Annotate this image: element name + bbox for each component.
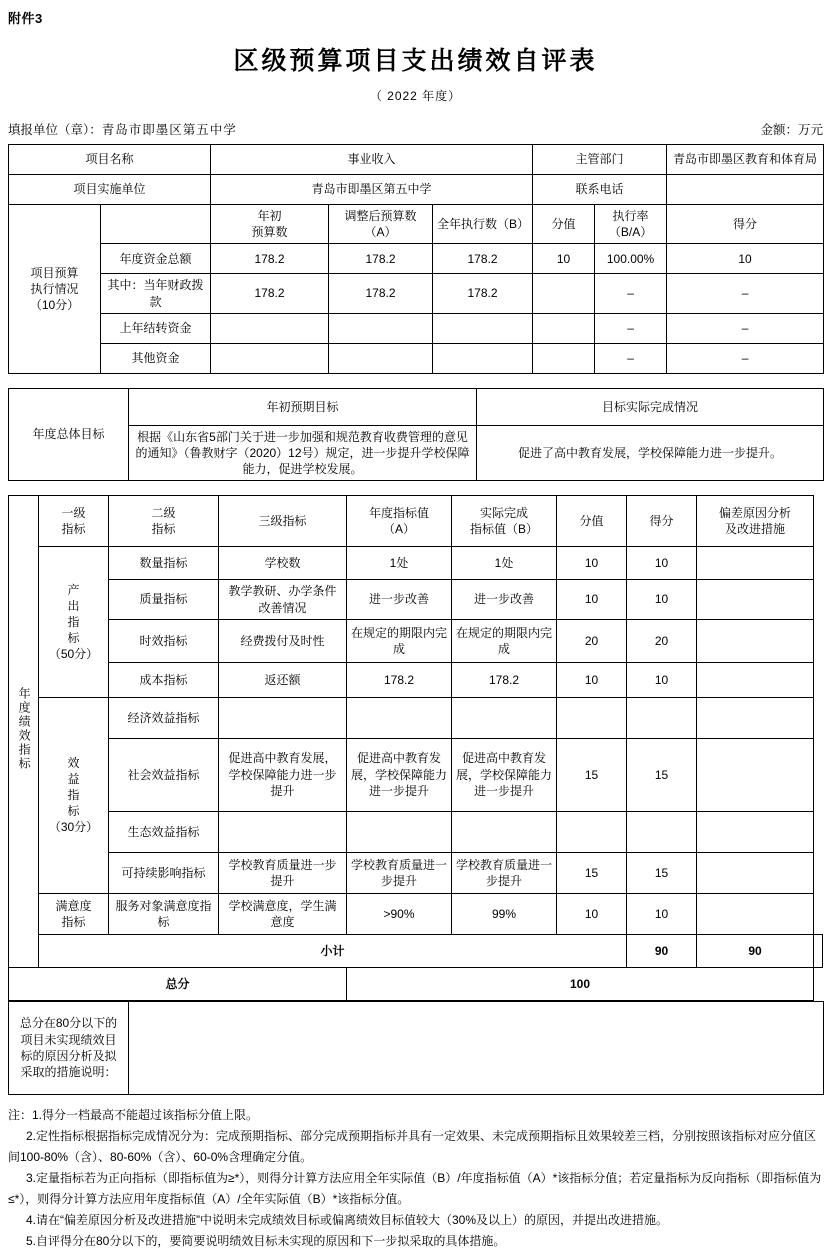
subtotal-value: 90 <box>627 934 697 967</box>
budget-row-value <box>533 274 595 313</box>
indicator-value: 10 <box>557 547 627 580</box>
budget-col-score: 得分 <box>667 205 824 244</box>
budget-row-label: 其中：当年财政拨款 <box>101 274 211 313</box>
indicator-value: 10 <box>557 662 627 697</box>
target-value: 在规定的期限内完成 <box>347 619 452 662</box>
level1-line: 指 <box>67 614 80 629</box>
note-line: 3.定量指标若为正向指标（即指标值为≥*），则得分计算方法应用全年实际值（B）/年度指标值（A）*该指标分值；若定量指标为反向指标（即指标值为≤*），则得分计算方法应用年度指标值（A）/全年实际值（B）*该指标分值。 <box>8 1170 822 1206</box>
budget-col-blank <box>101 205 211 244</box>
level2-label: 生态效益指标 <box>109 811 219 852</box>
level1-line: 指 <box>67 788 80 803</box>
table-row <box>9 205 824 244</box>
indicator-value: 15 <box>557 852 627 893</box>
subtotal-score: 90 <box>697 934 814 967</box>
deviation-note <box>697 697 814 738</box>
col-level2-line1: 二级 <box>151 506 176 521</box>
budget-col-begin <box>211 205 329 244</box>
page-subtitle: （ 2022 年度） <box>369 89 462 103</box>
level1-line: 标 <box>67 631 80 646</box>
level3-label: 返还额 <box>219 662 347 697</box>
total-label: 总分 <box>9 967 347 1000</box>
table-row <box>9 425 824 481</box>
level3-label: 学校数 <box>219 547 347 580</box>
budget-col-begin-line2: 预算数 <box>251 225 288 240</box>
indicator-score <box>627 811 697 852</box>
deviation-note <box>697 619 814 662</box>
col-value-header: 分值 <box>557 496 627 547</box>
deviation-note <box>697 662 814 697</box>
col-target-line1: 年度指标值 <box>368 506 429 521</box>
indicator-value <box>557 811 627 852</box>
budget-row-rate: 100.00% <box>595 244 667 274</box>
note-line: 2.定性指标根据指标完成情况分为：完成预期指标、部分完成预期指标并具有一定效果、未完成预期指标且效果较差三档，分别按照该指标对应分值区间100-80%（含）、80-60%（含）、60-0%含理确定分值。 <box>8 1128 817 1164</box>
budget-row-rate: – <box>595 274 667 313</box>
budget-col-begin-line1: 年初 <box>257 209 282 223</box>
budget-row-label: 年度资金总额 <box>101 244 211 274</box>
budget-row-begin <box>211 313 329 343</box>
actual-value <box>452 697 557 738</box>
indicator-value: 10 <box>557 580 627 619</box>
actual-value: 99% <box>452 893 557 934</box>
meta-row <box>8 120 823 138</box>
actual-value: 促进高中教育发展，学校保障能力进一步提升 <box>452 738 557 811</box>
budget-row-executed: 178.2 <box>433 244 533 274</box>
table-row <box>9 893 823 934</box>
explanation-content[interactable] <box>129 1001 824 1094</box>
indicator-table <box>8 495 823 1000</box>
level1-line: 效 <box>67 755 80 770</box>
level1-line: 益 <box>67 771 80 786</box>
filler-unit <box>8 120 237 138</box>
target-value: 进一步改善 <box>347 580 452 619</box>
target-value: 1处 <box>347 547 452 580</box>
level2-label: 社会效益指标 <box>109 738 219 811</box>
table-row <box>9 175 824 205</box>
budget-row-value <box>533 343 595 373</box>
budget-row-rate: – <box>595 343 667 373</box>
level1-line: 满意度 <box>55 898 92 913</box>
table-row <box>9 852 823 893</box>
table-row <box>9 496 823 547</box>
budget-label-line2: 执行情况 <box>30 281 79 296</box>
notes-block <box>8 1105 823 1252</box>
col-deviation-header <box>697 496 814 547</box>
target-value: 178.2 <box>347 662 452 697</box>
annual-goal-table <box>8 388 824 482</box>
level2-label: 成本指标 <box>109 662 219 697</box>
level2-label: 服务对象满意度指标 <box>109 893 219 934</box>
budget-row-value: 10 <box>533 244 595 274</box>
table-row <box>9 313 824 343</box>
table-row <box>9 811 823 852</box>
unit-value: 青岛市即墨区第五中学 <box>211 175 533 205</box>
indicator-value: 20 <box>557 619 627 662</box>
note-line: 注：1.得分一档最高不能超过该指标分值上限。 <box>8 1107 259 1122</box>
table-row <box>9 274 824 313</box>
indicator-score: 10 <box>627 580 697 619</box>
indicator-value: 15 <box>557 738 627 811</box>
col-deviation-line2: 及改进措施 <box>724 522 785 537</box>
level2-label: 时效指标 <box>109 619 219 662</box>
dept-value: 青岛市即墨区教育和体育局 <box>667 145 824 175</box>
phone-value <box>667 175 824 205</box>
table-row <box>9 343 824 373</box>
table-row <box>9 662 823 697</box>
budget-row-label: 其他资金 <box>101 343 211 373</box>
explanation-table <box>8 1001 824 1095</box>
budget-row-score: – <box>667 274 824 313</box>
level1-line: 标 <box>67 804 80 819</box>
budget-row-executed <box>433 343 533 373</box>
col-level3-header: 三级指标 <box>219 496 347 547</box>
attachment-label: 附件3 <box>8 11 43 26</box>
level3-label: 教学教研、办学条件改善情况 <box>219 580 347 619</box>
annual-goal-expected-text: 根据《山东省5部门关于进一步加强和规范教育收费管理的意见的通知》（鲁教财字（2020）12号）规定，进一步提升学校保障能力，促进学校发展。 <box>129 425 477 481</box>
explanation-label-line: 项目未实现绩效目 <box>20 1032 117 1047</box>
annual-goal-actual-header: 目标实际完成情况 <box>477 388 824 425</box>
col-level1-line1: 一级 <box>61 506 86 521</box>
budget-section-label <box>9 205 101 374</box>
phone-label: 联系电话 <box>533 175 667 205</box>
table-row <box>9 547 823 580</box>
project-name-label: 项目名称 <box>9 145 211 175</box>
indicator-section-label-text: 年度绩效指标 <box>17 687 32 772</box>
amount-label: 金额：万元 <box>760 123 823 137</box>
deviation-note <box>697 580 814 619</box>
level1-line: （50分） <box>48 647 99 662</box>
level2-label: 数量指标 <box>109 547 219 580</box>
explanation-label-line: 总分在80分以下的 <box>19 1016 118 1031</box>
indicator-score <box>627 697 697 738</box>
actual-value: 在规定的期限内完成 <box>452 619 557 662</box>
table-row <box>9 697 823 738</box>
table-row <box>9 619 823 662</box>
level2-label: 质量指标 <box>109 580 219 619</box>
filler-label: 填报单位（章）： <box>8 123 102 137</box>
budget-label-line1: 项目预算 <box>30 265 79 280</box>
deviation-note <box>697 547 814 580</box>
target-value <box>347 697 452 738</box>
target-value: 学校教育质量进一步提升 <box>347 852 452 893</box>
table-row <box>9 1001 824 1094</box>
indicator-score: 15 <box>627 738 697 811</box>
unit-label: 项目实施单位 <box>9 175 211 205</box>
budget-row-score: – <box>667 343 824 373</box>
target-value: 促进高中教育发展，学校保障能力进一步提升 <box>347 738 452 811</box>
table-row <box>9 580 823 619</box>
total-value: 100 <box>347 967 814 1000</box>
table-row-subtotal <box>9 934 823 967</box>
budget-row-adjusted: 178.2 <box>329 244 433 274</box>
level3-label <box>219 811 347 852</box>
level3-label: 学校满意度，学生满意度 <box>219 893 347 934</box>
indicator-score: 10 <box>627 893 697 934</box>
annual-goal-expected-header: 年初预期目标 <box>129 388 477 425</box>
indicator-score: 10 <box>627 662 697 697</box>
table-row <box>9 145 824 175</box>
level3-label: 经费拨付及时性 <box>219 619 347 662</box>
actual-value: 进一步改善 <box>452 580 557 619</box>
budget-row-begin <box>211 343 329 373</box>
table-row <box>9 244 824 274</box>
deviation-note <box>697 811 814 852</box>
level3-label: 学校教育质量进一步提升 <box>219 852 347 893</box>
col-target-line2: （A） <box>382 522 415 537</box>
budget-row-label: 上年结转资金 <box>101 313 211 343</box>
col-level2-header <box>109 496 219 547</box>
indicator-value <box>557 697 627 738</box>
budget-col-rate <box>595 205 667 244</box>
budget-label-line3: （10分） <box>29 297 80 312</box>
col-actual-header <box>452 496 557 547</box>
level1-line: （30分） <box>48 820 99 835</box>
col-actual-line2: 指标值（B） <box>469 522 538 537</box>
level1-satisfaction-label <box>39 893 109 934</box>
budget-row-adjusted: 178.2 <box>329 274 433 313</box>
level3-label: 促进高中教育发展，学校保障能力进一步提升 <box>219 738 347 811</box>
indicator-score: 10 <box>627 547 697 580</box>
col-score-header: 得分 <box>627 496 697 547</box>
col-level2-line2: 指标 <box>151 522 176 537</box>
indicator-score: 20 <box>627 619 697 662</box>
target-value <box>347 811 452 852</box>
col-deviation-line1: 偏差原因分析 <box>718 506 791 521</box>
actual-value: 学校教育质量进一步提升 <box>452 852 557 893</box>
level1-benefit-label <box>39 697 109 893</box>
actual-value <box>452 811 557 852</box>
budget-col-rate-line1: 执行率 <box>612 209 649 223</box>
budget-row-rate: – <box>595 313 667 343</box>
col-level1-line2: 指标 <box>61 522 86 537</box>
subtotal-deviation <box>814 934 823 967</box>
deviation-note <box>697 893 814 934</box>
budget-col-rate-line2: （B/A） <box>608 225 653 240</box>
table-row-total <box>9 967 823 1000</box>
level1-line: 产 <box>67 582 80 597</box>
actual-value: 1处 <box>452 547 557 580</box>
table-row <box>9 738 823 811</box>
budget-row-score: – <box>667 313 824 343</box>
budget-row-begin: 178.2 <box>211 244 329 274</box>
budget-row-adjusted <box>329 343 433 373</box>
indicator-value: 10 <box>557 893 627 934</box>
level1-line: 出 <box>67 598 80 613</box>
deviation-note <box>697 738 814 811</box>
col-actual-line1: 实际完成 <box>479 506 528 521</box>
budget-row-score: 10 <box>667 244 824 274</box>
target-value: >90% <box>347 893 452 934</box>
annual-goal-label: 年度总体目标 <box>9 388 129 481</box>
col-target-header <box>347 496 452 547</box>
level3-label <box>219 697 347 738</box>
col-level1-header <box>39 496 109 547</box>
deviation-note <box>697 852 814 893</box>
annual-goal-actual-text: 促进了高中教育发展，学校保障能力进一步提升。 <box>477 425 824 481</box>
explanation-label-line: 标的原因分析及拟 <box>20 1048 117 1063</box>
explanation-label <box>9 1001 129 1094</box>
budget-col-executed: 全年执行数（B） <box>433 205 533 244</box>
budget-row-begin: 178.2 <box>211 274 329 313</box>
indicator-section-label <box>9 496 39 967</box>
level2-label: 经济效益指标 <box>109 697 219 738</box>
level2-label: 可持续影响指标 <box>109 852 219 893</box>
actual-value: 178.2 <box>452 662 557 697</box>
filler-value: 青岛市即墨区第五中学 <box>101 123 237 137</box>
level1-output-label <box>39 547 109 697</box>
table-row <box>9 388 824 425</box>
page-title: 区级预算项目支出绩效自评表 <box>233 48 598 75</box>
budget-row-executed: 178.2 <box>433 274 533 313</box>
note-line: 5.自评得分在80分以下的，要简要说明绩效目标未实现的原因和下一步拟采取的具体措施。 <box>26 1233 506 1248</box>
budget-col-value: 分值 <box>533 205 595 244</box>
project-name-value: 事业收入 <box>211 145 533 175</box>
explanation-label-line: 采取的措施说明： <box>20 1064 117 1079</box>
budget-row-value <box>533 313 595 343</box>
dept-label: 主管部门 <box>533 145 667 175</box>
level1-line: 指标 <box>61 914 86 929</box>
note-line: 4.请在“偏差原因分析及改进措施”中说明未完成绩效目标或偏离绩效目标值较大（30%及以上）的原因，并提出改进措施。 <box>26 1212 669 1227</box>
budget-col-adjusted: 调整后预算数（A） <box>329 205 433 244</box>
summary-table <box>8 144 824 374</box>
budget-row-adjusted <box>329 313 433 343</box>
budget-row-executed <box>433 313 533 343</box>
indicator-score: 15 <box>627 852 697 893</box>
subtotal-label: 小计 <box>39 934 627 967</box>
